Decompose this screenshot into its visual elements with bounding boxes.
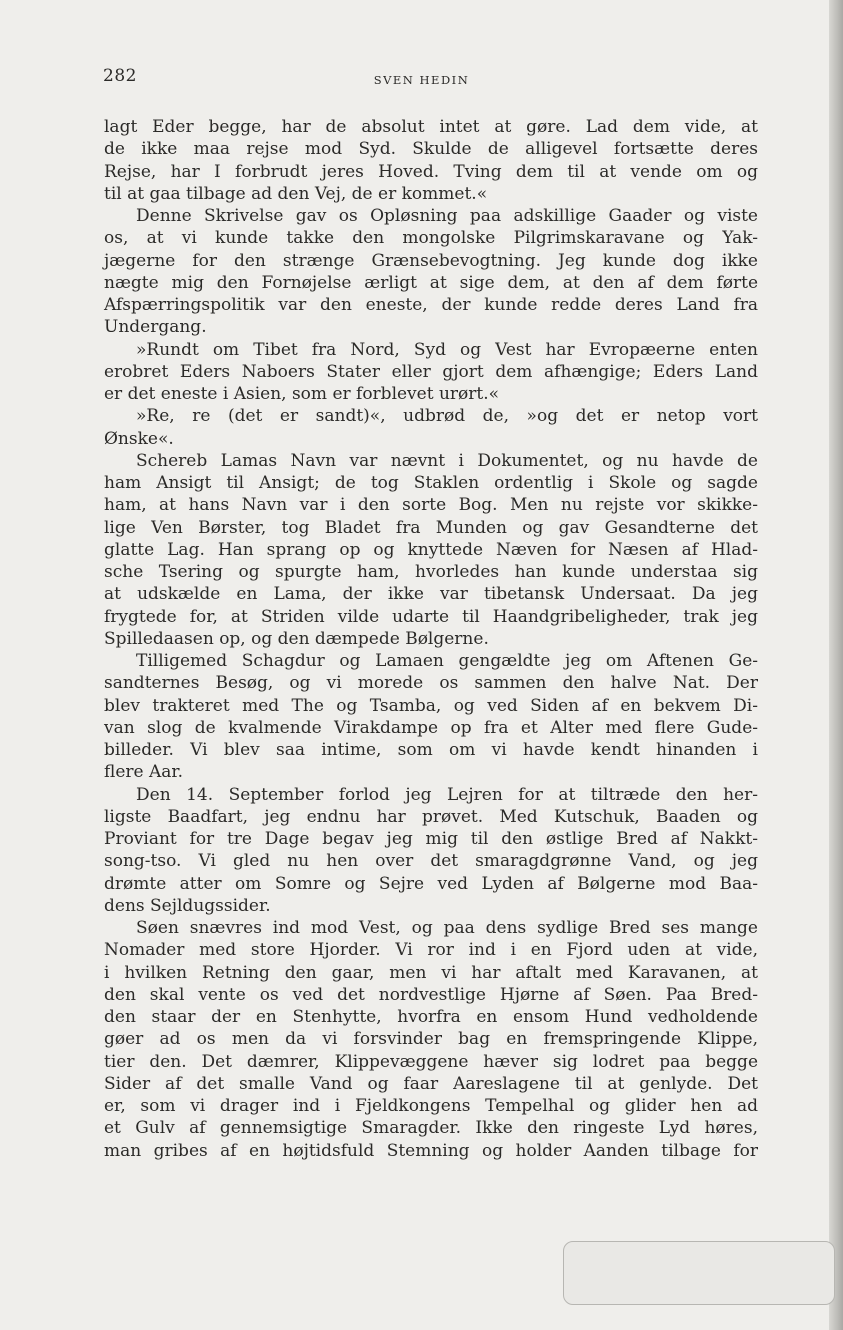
text-line: Proviant for tre Dage begav jeg mig til den østlige Bred af Nakkt- bbox=[104, 829, 758, 849]
text-line: blev trakteret med The og Tsamba, og ved Siden af en bekvem Di- bbox=[104, 695, 758, 716]
text-line: de ikke maa rejse mod Syd. Skulde de alligevel fortsætte deres bbox=[104, 139, 758, 160]
text-line: Afspærringspolitik var den eneste, der kunde redde deres Land fra bbox=[104, 295, 758, 315]
text-line: song-tso. Vi gled nu hen over det smaragdgrønne Vand, og jeg bbox=[104, 851, 758, 872]
text-line: sandternes Besøg, og vi morede os sammen den halve Nat. Der bbox=[104, 673, 758, 694]
text-line: os, at vi kunde takke den mongolske Pilgrimskaravane og Yak- bbox=[104, 228, 758, 249]
text-line: drømte atter om Somre og Sejre ved Lyden af Bølgerne mod Baa- bbox=[104, 873, 758, 894]
text-line: jægerne for den strænge Grænsebevogtning. Jeg kunde dog ikke bbox=[104, 250, 758, 271]
text-line: lige Ven Børster, tog Bladet fra Munden og gav Gesandterne det bbox=[104, 517, 758, 538]
text-line: Søen snævres ind mod Vest, og paa dens sydlige Bred ses mange bbox=[136, 918, 758, 938]
text-line: glatte Lag. Han sprang op og knyttede Næven for Næsen af Hlad- bbox=[104, 539, 758, 560]
text-line: til at gaa tilbage ad den Vej, de er kommet.« bbox=[104, 183, 488, 204]
text-line: er det eneste i Asien, som er forblevet urørt.« bbox=[104, 384, 500, 404]
text-line: »Rundt om Tibet fra Nord, Syd og Vest har Evropæerne enten bbox=[136, 339, 758, 360]
text-line: den staar der en Stenhytte, hvorfra en ensom Hund vedholdende bbox=[104, 1007, 758, 1027]
text-line: Spilledaasen op, og den dæmpede Bølgerne. bbox=[104, 628, 489, 649]
text-line: erobret Eders Naboers Stater eller gjort dem afhængige; Eders Land bbox=[104, 361, 758, 382]
text-line: van slog de kvalmende Virakdampe op fra et Alter med flere Gude- bbox=[104, 717, 758, 738]
text-line: at udskælde en Lama, der ikke var tibetansk Undersaat. Da jeg bbox=[104, 584, 758, 605]
text-line: lagt Eder begge, har de absolut intet at gøre. Lad dem vide, at bbox=[104, 117, 758, 137]
text-line: Undergang. bbox=[104, 317, 207, 338]
library-label-box bbox=[563, 1241, 835, 1305]
text-line: Nomader med store Hjorder. Vi ror ind i en Fjord uden at vide, bbox=[104, 940, 758, 961]
text-line: nægte mig den Fornøjelse ærligt at sige dem, at den af dem førte bbox=[104, 272, 758, 293]
text-line: frygtede for, at Striden vilde udarte til Haandgribeligheder, trak jeg bbox=[104, 606, 758, 627]
text-line: ligste Baadfart, jeg endnu har prøvet. Med Kutschuk, Baaden og bbox=[104, 806, 758, 827]
text-line: »Re, re (det er sandt)«, udbrød de, »og det er netop vort bbox=[136, 406, 758, 427]
text-line: flere Aar. bbox=[104, 762, 184, 783]
page-edge bbox=[829, 0, 843, 1330]
text-line: Schereb Lamas Navn var nævnt i Dokumentet, og nu havde de bbox=[136, 450, 758, 471]
text-line: Ønske«. bbox=[104, 428, 174, 449]
text-line: ham Ansigt til Ansigt; de tog Staklen ordentlig i Skole og sagde bbox=[104, 473, 758, 493]
text-line: Denne Skrivelse gav os Opløsning paa adskillige Gaader og viste bbox=[136, 206, 758, 226]
text-line: Rejse, har I forbrudt jeres Hoved. Tving dem til at vende om og bbox=[104, 161, 758, 182]
text-line: et Gulv af gennemsigtige Smaragder. Ikke den ringeste Lyd høres, bbox=[104, 1118, 758, 1139]
text-line: man gribes af en højtidsfuld Stemning og holder Aanden tilbage for bbox=[104, 1140, 758, 1161]
text-line: gøer ad os men da vi forsvinder bag en fremspringende Klippe, bbox=[104, 1029, 758, 1050]
text-line: i hvilken Retning den gaar, men vi har aftalt med Karavanen, at bbox=[104, 962, 758, 983]
text-line: er, som vi drager ind i Fjeldkongens Tempelhal og glider hen ad bbox=[104, 1096, 758, 1116]
text-line: ham, at hans Navn var i den sorte Bog. Men nu rejste vor skikke- bbox=[104, 495, 758, 516]
text-line: dens Sejldugssider. bbox=[104, 895, 271, 916]
text-line: den skal vente os ved det nordvestlige Hjørne af Søen. Paa Bred- bbox=[104, 984, 758, 1005]
text-line: Den 14. September forlod jeg Lejren for at tiltræde den her- bbox=[136, 784, 758, 805]
text-line: tier den. Det dæmrer, Klippevæggene hæver sig lodret paa begge bbox=[104, 1051, 758, 1072]
page-number: 282 bbox=[103, 66, 137, 86]
text-line: Tilligemed Schagdur og Lamaen gengældte jeg om Aftenen Ge- bbox=[136, 651, 758, 671]
text-line: billeder. Vi blev saa intime, som om vi havde kendt hinanden i bbox=[104, 740, 758, 760]
text-line: Sider af det smalle Vand og faar Aareslagene til at genlyde. Det bbox=[104, 1073, 758, 1094]
running-header: SVEN HEDIN bbox=[373, 73, 470, 87]
body-text bbox=[104, 116, 758, 1162]
text-line: sche Tsering og spurgte ham, hvorledes han kunde understaa sig bbox=[104, 562, 758, 582]
